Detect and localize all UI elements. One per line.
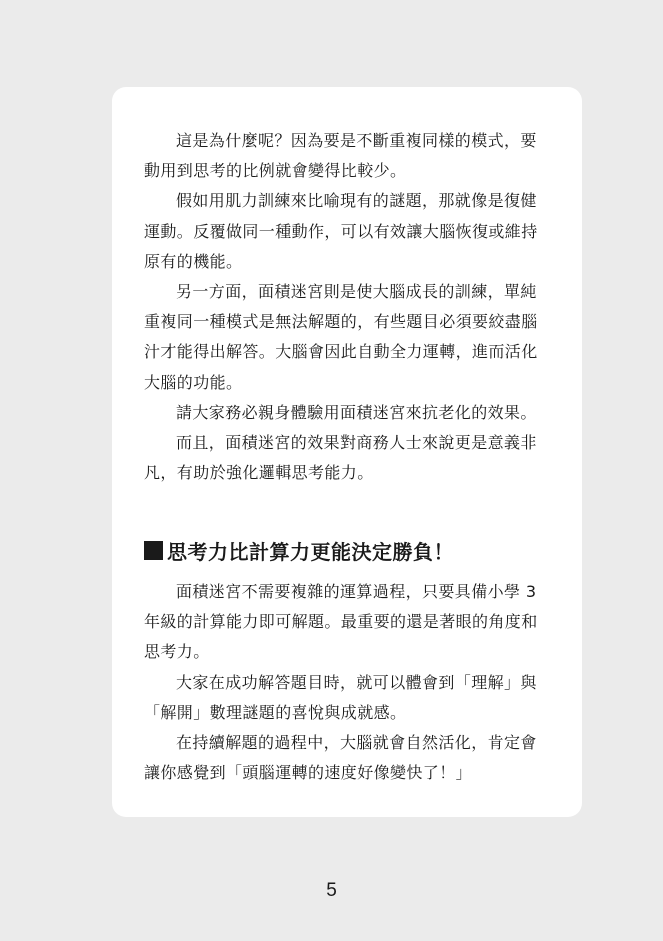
body-section-2 [144, 577, 554, 788]
paragraph-2-line-2: 運動。反覆做同一種動作，可以有效讓大腦恢復或維持 [144, 221, 538, 241]
paragraph-6-line-3: 思考力。 [144, 642, 210, 662]
section-heading [144, 536, 454, 564]
paragraph-5-line-1: 而且，面積迷宮的效果對商務人士來說更是意義非 [176, 433, 537, 453]
paragraph-4-line-1: 請大家務必親身體驗用面積迷宮來抗老化的效果。 [176, 402, 537, 422]
paragraph-3-line-2: 重複同一種模式是無法解題的，有些題目必須要絞盡腦 [144, 312, 538, 332]
body-section-1 [144, 126, 554, 488]
paragraph-5-line-2: 凡，有助於強化邏輯思考能力。 [144, 463, 374, 483]
paragraph-3-line-3: 汁才能得出解答。大腦會因此自動全力運轉，進而活化 [144, 342, 538, 362]
paragraph-7-line-2: 「解開」數理謎題的喜悅與成就感。 [144, 702, 407, 722]
paragraph-8-line-2: 讓你感覺到「頭腦運轉的速度好像變快了！」 [144, 763, 473, 783]
paragraph-2-line-3: 原有的機能。 [144, 251, 243, 271]
paragraph-2-line-1: 假如用肌力訓練來比喻現有的謎題，那就像是復健 [176, 191, 537, 211]
paragraph-7-line-1: 大家在成功解答題目時，就可以體會到「理解」與 [176, 672, 537, 692]
square-bullet-icon [144, 541, 163, 560]
paragraph-3-line-4: 大腦的功能。 [144, 372, 243, 392]
paragraph-1-line-2: 動用到思考的比例就會變得比較少。 [144, 161, 407, 181]
paragraph-3-line-1: 另一方面，面積迷宮則是使大腦成長的訓練，單純 [176, 282, 537, 302]
paragraph-6-line-2: 年級的計算能力即可解題。最重要的還是著眼的角度和 [144, 612, 538, 632]
paragraph-6-line-1: 面積迷宮不需要複雜的運算過程，只要具備小學 3 [176, 582, 537, 601]
paragraph-8-line-1: 在持續解題的過程中，大腦就會自然活化，肯定會 [176, 733, 537, 753]
section-heading-text: 思考力比計算力更能決定勝負！ [167, 539, 454, 564]
paragraph-1-line-1: 這是為什麼呢？因為要是不斷重複同樣的模式，要 [176, 131, 537, 150]
page-number: 5 [326, 880, 337, 901]
